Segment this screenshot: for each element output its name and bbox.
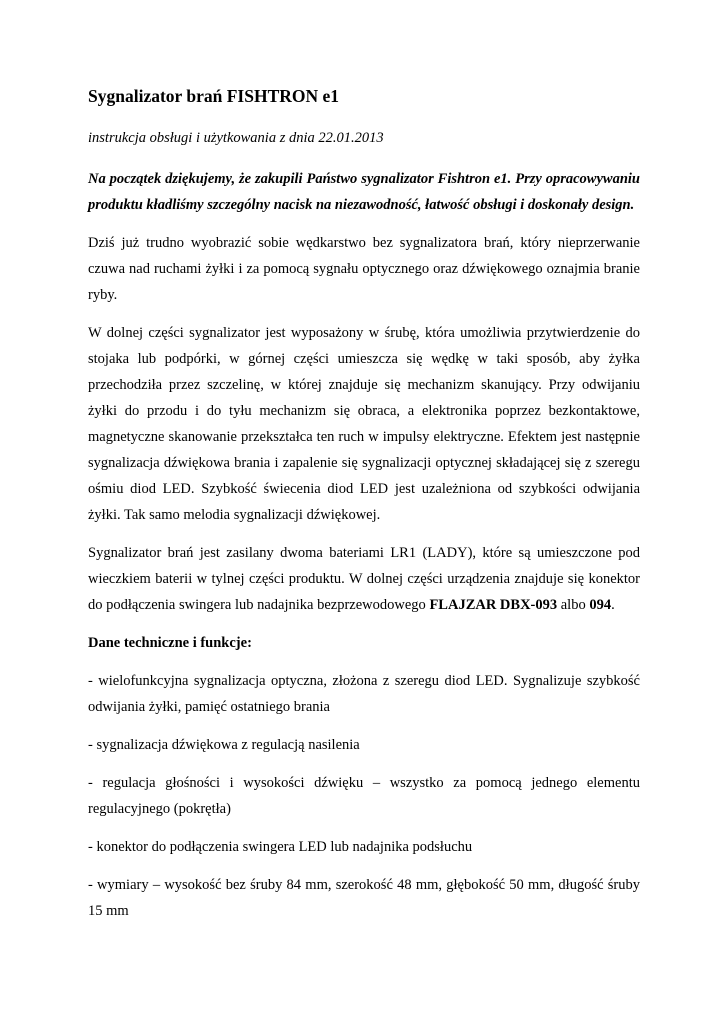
paragraph-1: Dziś już trudno wyobrazić sobie wędkarstwo bez sygnalizatora brań, który nieprzerwanie czuwa nad ruchami żyłki i za pomocą sygnału optycznego oraz dźwiękowego oznajmia branie ryby. bbox=[88, 235, 640, 303]
battery-paragraph-end: . bbox=[611, 597, 615, 613]
model-name-bold: FLAJZAR DBX-093 bbox=[429, 597, 558, 613]
paragraph-2: W dolnej części sygnalizator jest wyposażony w śrubę, która umożliwia przytwierdzenie do stojaka lub podpórki, w górnej części umieszcza się wędkę w taki sposób, aby żyłka przechodziła przez szczelinę, w której znajduje się mechanizm skanujący. Przy odwijaniu żyłki do przodu i do tyłu mechanizm się obraca, a elektronika poprzez bezkontaktowe, magnetyczne skanowanie przekształca ten ruch w impulsy elektryczne. Efektem jest następnie sygnalizacja dźwiękowa brania i zapalenie się sygnalizacji optycznej składającej się z szeregu ośmiu diod LED. Szybkość świecenia diod LED jest uzależniona od szybkości odwijania żyłki. Tak samo melodia sygnalizacji dźwiękowej. bbox=[88, 325, 640, 523]
connector-word: albo bbox=[560, 597, 586, 613]
spec-heading: Dane techniczne i funkcje: bbox=[88, 635, 252, 651]
battery-paragraph bbox=[88, 540, 640, 618]
document-subtitle: instrukcja obsługi i użytkowania z dnia 22.01.2013 bbox=[88, 130, 384, 146]
document-page bbox=[88, 84, 640, 936]
spec-item: - konektor do podłączenia swingera LED lub nadajnika podsłuchu bbox=[88, 839, 473, 855]
spec-item: - wymiary – wysokość bez śruby 84 mm, szerokość 48 mm, głębokość 50 mm, długość śruby 15 mm bbox=[88, 877, 640, 919]
document-title: Sygnalizator brań FISHTRON e1 bbox=[88, 86, 340, 106]
spec-item: - regulacja głośności i wysokości dźwięku – wszystko za pomocą jednego elementu regulacyjnego (pokrętła) bbox=[88, 775, 640, 817]
battery-paragraph-text: Sygnalizator brań jest zasilany dwoma bateriami LR1 (LADY), które są umieszczone pod wieczkiem baterii w tylnej części produktu. W dolnej części urządzenia znajduje się konektor do podłączenia swingera lub nadajnika bezprzewodowego bbox=[88, 545, 640, 613]
intro-paragraph: Na początek dziękujemy, że zakupili Państwo sygnalizator Fishtron e1. Przy opracowywaniu produktu kładliśmy szczególny nacisk na niezawodność, łatwość obsługi i doskonały design. bbox=[88, 171, 640, 213]
spec-item: - sygnalizacja dźwiękowa z regulacją nasilenia bbox=[88, 737, 360, 753]
spec-item: - wielofunkcyjna sygnalizacja optyczna, złożona z szeregu diod LED. Sygnalizuje szybkość odwijania żyłki, pamięć ostatniego brania bbox=[88, 673, 640, 715]
model2-name-bold: 094 bbox=[589, 597, 612, 613]
